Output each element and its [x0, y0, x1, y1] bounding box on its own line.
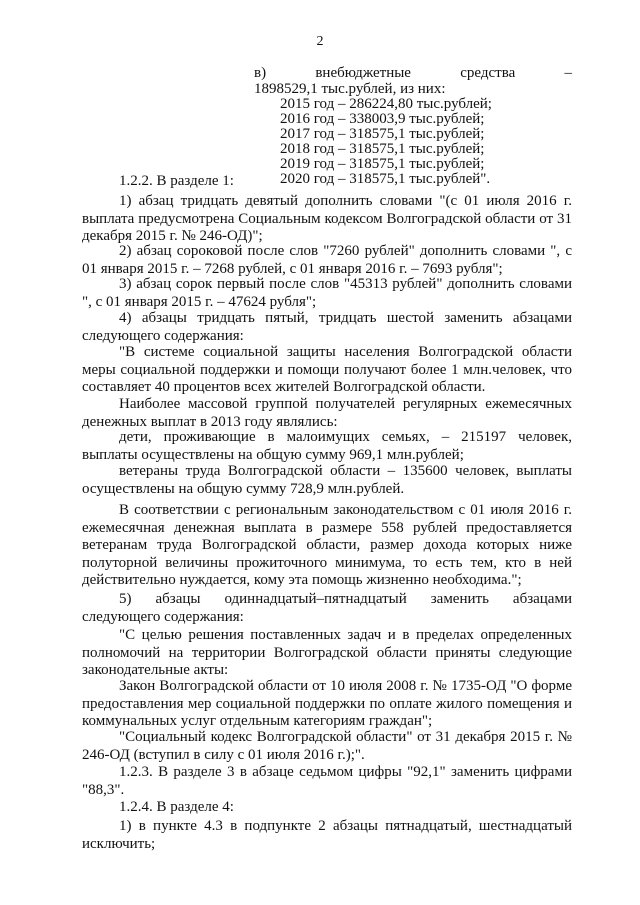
budget-year-line: 2017 год – 318575,1 тыс.рублей; [280, 126, 485, 142]
paragraph: 5) абзацы одиннадцатый–пятнадцатый заменить абзацами следующего содержания: [82, 591, 572, 625]
paragraph: 4) абзацы тридцать пятый, тридцать шестой заменить абзацами следующего содержания: [82, 310, 572, 344]
budget-year-line: 2019 год – 318575,1 тыс.рублей; [280, 156, 485, 172]
budget-year-line: 2015 год – 286224,80 тыс.рублей; [280, 96, 492, 112]
paragraph: 3) абзац сорок первый после слов "45313 рублей" дополнить словами ", с 01 января 2015 г. – 47624 рубля"; [82, 276, 572, 310]
section-heading: 1.2.4. В разделе 4: [119, 799, 234, 815]
paragraph: 2) абзац сороковой после слов "7260 рублей" дополнить словами ", с 01 января 2015 г. – 7268 рублей, с 01 января 2016 г. – 7693 рубля"; [82, 243, 572, 277]
paragraph: 1) в пункте 4.3 в подпункте 2 абзацы пятнадцатый, шестнадцатый исключить; [82, 818, 572, 852]
section-heading: 1.2.2. В разделе 1: [119, 173, 234, 189]
budget-year-line: 2020 год – 318575,1 тыс.рублей". [280, 171, 491, 187]
budget-total: 1898529,1 тыс.рублей, из них: [254, 81, 446, 97]
page-number: 2 [316, 34, 324, 49]
budget-item-v: в) внебюджетные средства – [254, 65, 572, 81]
budget-year-line: 2018 год – 318575,1 тыс.рублей; [280, 141, 485, 157]
paragraph: 1) абзац тридцать девятый дополнить словами "(с 01 июля 2016 г. выплата предусмотрена Социальным кодексом Волгоградской области от 31 декабря 2015 г. № 246-ОД)"; [82, 193, 572, 245]
quoted-paragraph: дети, проживающие в малоимущих семьях, – 215197 человек, выплаты осуществлены на общую сумму 969,1 млн.рублей; [82, 429, 572, 463]
quoted-paragraph: ветераны труда Волгоградской области – 135600 человек, выплаты осуществлены на общую сумму 728,9 млн.рублей. [82, 463, 572, 497]
budget-year-line: 2016 год – 338003,9 тыс.рублей; [280, 111, 485, 127]
quoted-paragraph: "В системе социальной защиты населения Волгоградской области меры социальной поддержки и помощи получают более 1 млн.человек, что составляет 40 процентов всех жителей Волгоградской области. [82, 344, 572, 396]
quoted-paragraph: В соответствии с региональным законодательством с 01 июля 2016 г. ежемесячная денежная выплата в размере 558 рублей предоставляется ветеранам труда Волгоградской области, размер дохода которых ниже полуторной величины прожиточного минимума, то есть тем, кто в ней действительно нуждается, кому эта помощь жизненно необходима."; [82, 502, 572, 589]
quoted-paragraph: "Социальный кодекс Волгоградской области" от 31 декабря 2015 г. № 246-ОД (вступил в силу с 01 июля 2016 г.);". [82, 729, 572, 763]
paragraph: 1.2.3. В разделе 3 в абзаце седьмом цифры "92,1" заменить цифрами "88,3". [82, 764, 572, 798]
quoted-paragraph: "С целью решения поставленных задач и в пределах определенных полномочий на территории Волгоградской области приняты следующие законодательные акты: [82, 627, 572, 679]
quoted-paragraph: Наиболее массовой группой получателей регулярных ежемесячных денежных выплат в 2013 году являлись: [82, 396, 572, 430]
quoted-paragraph: Закон Волгоградской области от 10 июля 2008 г. № 1735-ОД "О форме предоставления мер социальной поддержки по оплате жилого помещения и коммунальных услуг отдельным категориям граждан"; [82, 678, 572, 730]
